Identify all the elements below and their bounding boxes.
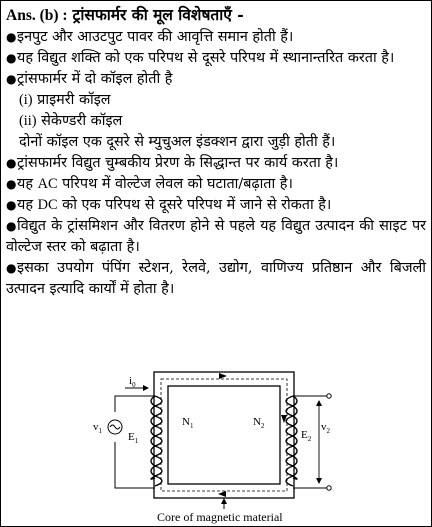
v1-label: $v_1$: [93, 421, 102, 435]
n1-label: $N_1$: [182, 416, 194, 430]
coil-number: (i): [19, 92, 33, 108]
core-caption: Core of magnetic material: [157, 510, 283, 524]
current-arrowhead-icon: [143, 385, 149, 391]
terminal-icon: [327, 394, 331, 398]
flux-arrow-icon: [219, 373, 227, 379]
core-outer: [154, 372, 294, 498]
v2-label: $v_2$: [321, 421, 330, 435]
e1-label: $E_1$: [128, 431, 139, 445]
bullet-icon: ●: [6, 156, 17, 170]
flux-path: [161, 379, 287, 491]
primary-coil: [151, 396, 162, 486]
bullet-icon: ●: [6, 261, 17, 275]
bullet-item: [6, 27, 426, 48]
bullet-text: परिपथ में वोल्टेज लेवल को घटाता/बढ़ाता है।: [57, 176, 293, 192]
bullet-text: यह विद्युत शक्ति को एक परिपथ से दूसरे परिपथ में स्थानान्तरित करता है।: [17, 50, 395, 66]
current-label: $i_0$: [129, 375, 136, 389]
bullet-text: इसका उपयोग पंपिंग स्टेशन, रेलवे, उद्योग, वाणिज्य प्रतिष्ठान और बिजली उत्पादन इत्यादि कार्यों में होता है।: [6, 260, 426, 297]
answer-title: [6, 4, 426, 27]
terminal-icon: [327, 486, 331, 490]
v2-arrowhead-icon: [316, 400, 322, 406]
coil-item: [6, 111, 426, 132]
bullet-text: को एक परिपथ से दूसरे परिपथ में जाने से रोकता है।: [57, 197, 332, 213]
coil-name: सेकेण्डरी कॉइल: [41, 113, 123, 129]
bullet-item: [6, 258, 426, 300]
secondary-coil: [286, 396, 297, 486]
transformer-diagram: [81, 368, 351, 527]
bullet-item: [6, 153, 426, 174]
primary-wire-bottom: [115, 442, 155, 488]
bullet-text: इनपुट और आउटपुट पावर की आवृत्ति समान होती हैं।: [17, 29, 294, 45]
bullet-text: यह: [17, 197, 38, 213]
flux-arrow-icon: [218, 491, 226, 497]
bullet-item: [6, 195, 426, 216]
bullet-term: AC: [37, 176, 58, 192]
bullet-text: विद्युत के ट्रांसमिशन और वितरण होने से पहले यह विद्युत उत्पादन की साइट पर वोल्टेज स्तर को बढ़ाता है।: [6, 218, 426, 255]
bullet-icon: ●: [6, 198, 17, 212]
bullet-text: यह: [17, 176, 38, 192]
caption-arrowhead-icon: [221, 498, 227, 504]
bullet-icon: ●: [6, 51, 17, 65]
bullet-text: ट्रांसफार्मर में दो कॉइल होती है: [17, 71, 173, 87]
bullet-text: ट्रांसफार्मर विद्युत चुम्बकीय प्रेरण के सिद्धान्त पर कार्य करता है।: [17, 155, 339, 171]
v2-arrowhead-icon: [316, 478, 322, 484]
core-window: [168, 386, 280, 484]
n2-label: $N_2$: [253, 416, 265, 430]
bullet-icon: ●: [6, 30, 17, 44]
coil-number: (ii): [19, 113, 37, 129]
bullet-icon: ●: [6, 177, 17, 191]
bullet-icon: ●: [6, 219, 17, 233]
answer-label: Ans. (b) :: [6, 7, 68, 24]
coil-item: [6, 90, 426, 111]
coil-note: दोनों कॉइल एक दूसरे से म्युचुअल इंडक्शन द्वारा जुड़ी होती हैं।: [19, 134, 336, 150]
primary-wire-top: [115, 396, 155, 412]
bullet-icon: ●: [6, 72, 17, 86]
bullet-item: [6, 174, 426, 195]
answer-heading: ट्रांसफार्मर की मूल विशेषताएँ -: [72, 5, 244, 24]
coil-name: प्राइमरी कॉइल: [37, 92, 111, 108]
bullet-item: [6, 216, 426, 258]
bullet-term: DC: [37, 197, 58, 213]
bullet-item: [6, 48, 426, 69]
e2-label: $E_2$: [301, 429, 312, 443]
bullet-item: [6, 69, 426, 90]
transformer-svg: [81, 368, 351, 527]
